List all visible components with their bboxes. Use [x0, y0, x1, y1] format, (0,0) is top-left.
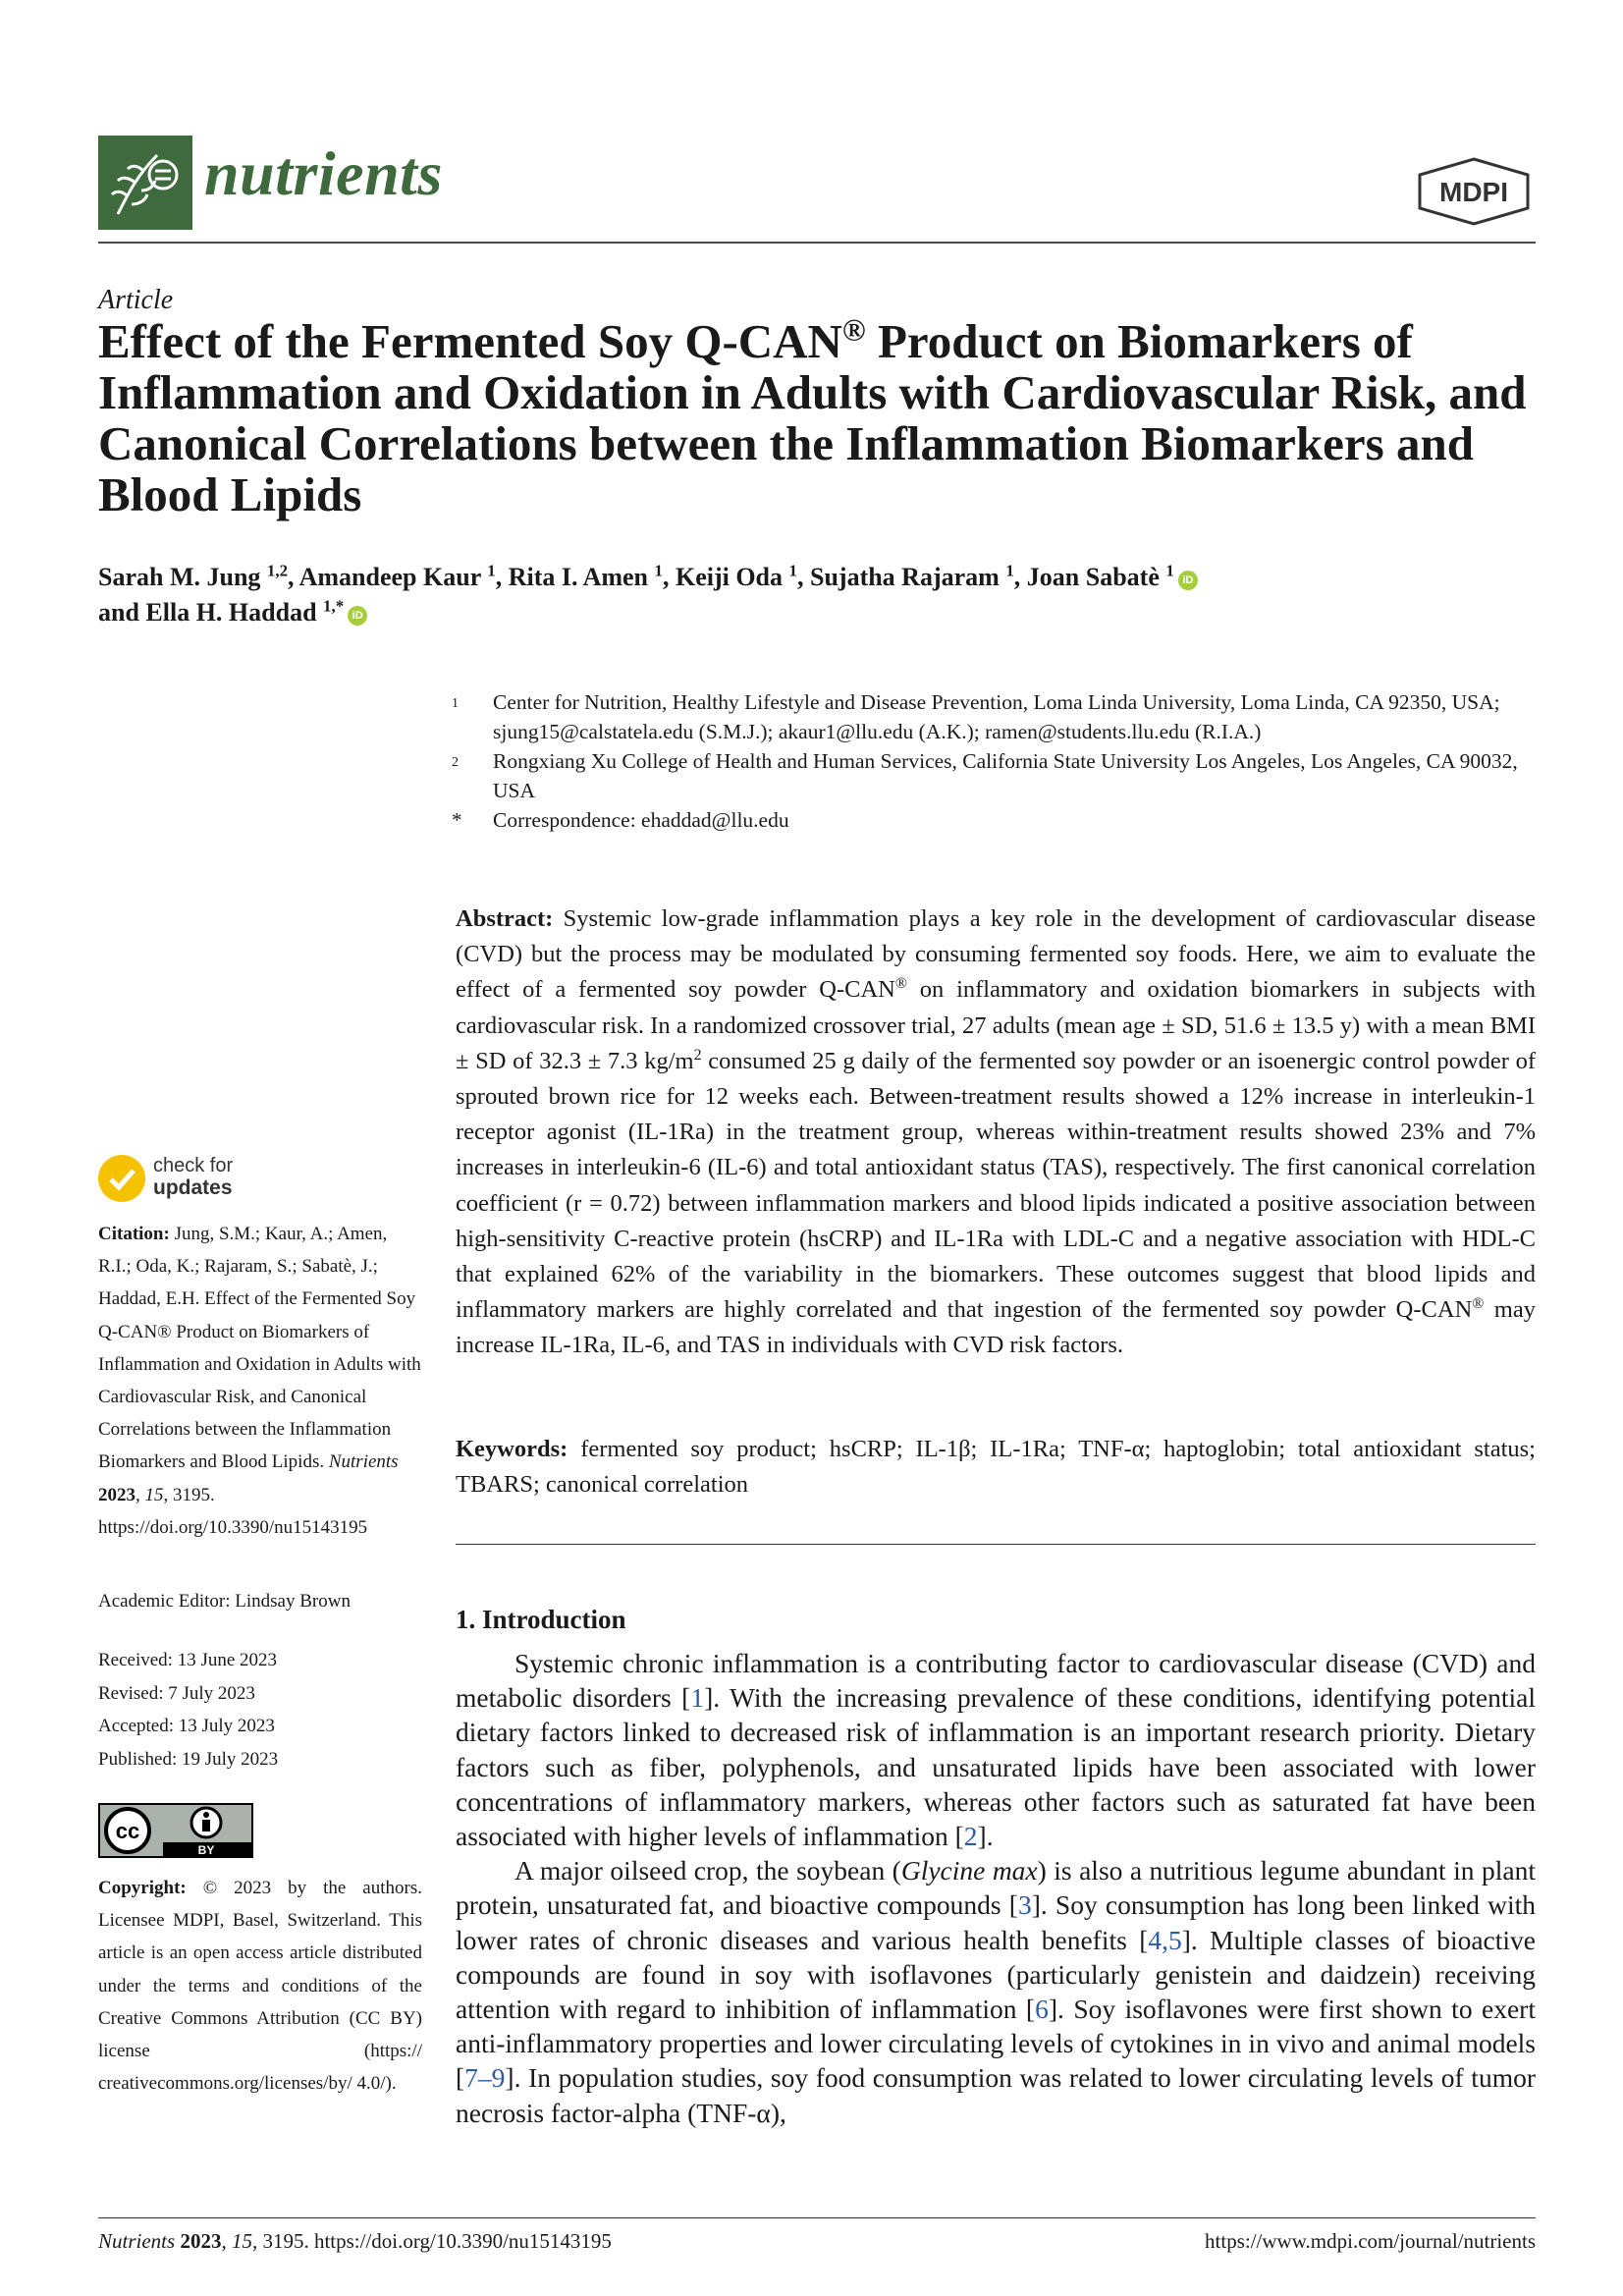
check-for-updates-line2[interactable]: updates — [153, 1176, 233, 1199]
author-affiliation-mark: 1,2 — [266, 561, 289, 580]
author-affiliation-mark: 1 — [1165, 561, 1174, 580]
date-published: Published: 19 July 2023 — [98, 1748, 279, 1770]
intro-paragraph-2: A major oilseed crop, the soybean (Glycine max) is also a nutritious legume abundant in plant protein, unsaturated fat, and bioactive compounds [3]. Soy consumption has long been linked with lower rates of chronic diseases and various health benefits [4,5]. Multiple classes of bioactive compounds are found in soy with isoflavones (particularly genistein and daidzein) receiving attention with regard to inhibition of inflammation [6]. Soy isoflavones were first shown to exert anti-inflammatory properties and lower circulating levels of cytokines in in vivo and animal models [7–9]. In population studies, soy food consumption was related to lower circulating levels of tumor necrosis factor-alpha (TNF-α), — [456, 1855, 1537, 2128]
author-separator: , — [288, 563, 299, 591]
footer-divider — [98, 2217, 1536, 2218]
cc-by-license-icon[interactable] — [98, 1803, 253, 1858]
affiliation-item — [452, 687, 1532, 746]
reference-link[interactable]: 6 — [1035, 1994, 1049, 2025]
affiliation-mark: * — [452, 808, 462, 832]
section-heading-introduction: 1. Introduction — [456, 1605, 626, 1634]
date-received: Received: 13 June 2023 — [98, 1650, 278, 1670]
reference-link[interactable]: 3 — [1017, 1889, 1032, 1921]
reference-link[interactable]: 1 — [690, 1682, 705, 1714]
affiliations — [452, 687, 1532, 835]
author-affiliation-mark: 1 — [788, 561, 797, 580]
affiliation-text: Rongxiang Xu College of Health and Human Services, California State University Los Angeles, Los Angeles, CA 90032, USA — [493, 749, 1518, 802]
abstract-divider — [456, 1544, 1536, 1545]
academic-editor: Academic Editor: Lindsay Brown — [98, 1591, 351, 1612]
journal-logo-icon — [98, 136, 192, 230]
affiliation-item — [452, 805, 1532, 835]
author-affiliation-mark: 1,* — [323, 596, 345, 616]
author-affiliation-mark: 1 — [487, 561, 496, 580]
header-divider — [98, 242, 1536, 244]
author-name: Rita I. Amen — [508, 563, 649, 591]
check-for-updates-line1[interactable]: check for — [153, 1155, 234, 1176]
author-name: Sarah M. Jung — [98, 563, 261, 591]
citation-block: Citation: Jung, S.M.; Kaur, A.; Amen, R.I.; Oda, K.; Rajaram, S.; Sabatè, J.; Haddad, E.H. Effect of the Fermented Soy Q-CAN® Product on Biomarkers of Inflammation and Oxidation in Adults with Cardiovascular Risk, and Canonical Correlations between the Inflammation Biomarkers and Blood Lipids. Nutrients 2023, 15, 3195. https://doi.org/10.3390/nu15143195 — [98, 1224, 421, 1538]
affiliation-mark: 1 — [452, 696, 459, 711]
author-affiliation-mark: 1 — [654, 561, 663, 580]
reference-link[interactable]: 7–9 — [464, 2062, 506, 2094]
intro-paragraph-1: Systemic chronic inflammation is a contributing factor to cardiovascular disease (CVD) and metabolic disorders [1]. With the increasing prevalence of these conditions, identifying potential dietary factors linked to decreased risk of inflammation is an important research priority. Dietary factors such as fiber, polyphenols, and unsaturated lipids have been associated with lower concentrations of inflammatory markers, whereas other factors such as saturated fat have been associated with higher levels of inflammation [2]. — [456, 1648, 1536, 1852]
publication-dates — [98, 1644, 278, 1776]
author-separator: , — [495, 563, 509, 591]
affiliation-item — [452, 746, 1532, 805]
date-revised: Revised: 7 July 2023 — [98, 1682, 255, 1704]
author-list — [98, 560, 1473, 630]
author-name: and Ella H. Haddad — [98, 598, 317, 627]
footer-journal-url[interactable]: https://www.mdpi.com/journal/nutrients — [1205, 2229, 1536, 2253]
author-separator: , — [1013, 563, 1027, 591]
affiliation-text: Center for Nutrition, Healthy Lifestyle and Disease Prevention, Loma Linda University, Loma Linda, CA 92350, USA; sjung15@calstatela.edu (S.M.J.); akaur1@llu.edu (A.K.); ramen@students.llu.edu (R.I.A.) — [493, 690, 1500, 743]
abstract: Abstract: Systemic low-grade inflammation plays a key role in the development of cardiovascular disease (CVD) but the process may be modulated by consuming fermented soy foods. Here, we aim to evaluate the effect of a fermented soy powder Q-CAN® on inflammatory and oxidation biomarkers in subjects with cardiovascular risk. In a randomized crossover trial, 27 adults (mean age ± SD, 51.6 ± 13.5 y) with a mean BMI ± SD of 32.3 ± 7.3 $kg/m^2$ consumed 25 g daily of the fermented soy powder or an isoenergic control powder of sprouted brown rice for 12 weeks each. Between-treatment results showed a 12% increase in interleukin-1 receptor agonist (IL-1Ra) in the treatment group, whereas within-treatment results showed 23% and 7% increases in interleukin-6 (IL-6) and total antioxidant status (TAS), respectively. The first canonical correlation coefficient (r = 0.72) between inflammation markers and blood lipids indicated a positive association between high-sensitivity C-reactive protein (hsCRP) and IL-1Ra with LDL-C and a negative association with HDL-C that explained 62% of the variability in the biomarkers. These outcomes suggest that blood lipids and inflammatory markers are highly correlated and that ingestion of the fermented soy powder Q-CAN® may increase IL-1Ra, IL-6, and TAS in individuals with CVD risk factors. — [456, 905, 1537, 1359]
introduction-body — [456, 1646, 1536, 2130]
svg-text:MDPI: MDPI — [1439, 177, 1508, 207]
author-name: Amandeep Kaur — [298, 563, 481, 591]
author-name: Keiji Oda — [675, 563, 784, 591]
check-for-updates-icon[interactable] — [98, 1155, 145, 1202]
footer-citation: Nutrients 2023, 15, 3195. https://doi.org/10.3390/nu15143195 — [98, 2229, 612, 2253]
author-separator: , — [796, 563, 810, 591]
author-affiliation-mark: 1 — [1005, 561, 1014, 580]
journal-name: nutrients — [204, 138, 443, 208]
author-name: Joan Sabatè — [1026, 563, 1160, 591]
reference-link[interactable]: 4,5 — [1148, 1924, 1182, 1955]
author-name: Sujatha Rajaram — [809, 563, 1000, 591]
orcid-icon[interactable]: iD — [1178, 571, 1198, 590]
keywords-label: Keywords: — [456, 1436, 568, 1462]
affiliation-text: Correspondence: ehaddad@llu.edu — [493, 808, 789, 832]
svg-text:cc: cc — [115, 1819, 140, 1843]
abstract-label: Abstract: — [456, 905, 554, 932]
date-accepted: Accepted: 13 July 2023 — [98, 1716, 275, 1736]
copyright-notice: Copyright: © 2023 by the authors. Licensee MDPI, Basel, Switzerland. This article is an open access article distributed under the terms and conditions of the Creative Commons Attribution (CC BY) license (https:// creativecommons.org/licenses/by/ 4.0/). — [98, 1878, 422, 2095]
orcid-icon[interactable]: iD — [348, 606, 367, 626]
article-title: Effect of the Fermented Soy Q-CAN® Product on Biomarkers of Inflammation and Oxidation in Adults with Cardiovascular Risk, and Canonical Correlations between the Inflammation Biomarkers and Blood Lipids — [98, 312, 1527, 521]
reference-link[interactable]: 2 — [963, 1821, 978, 1852]
keywords: Keywords: fermented soy product; hsCRP; IL-1β; IL-1Ra; TNF-α; haptoglobin; total antioxidant status; TBARS; canonical correlation — [456, 1436, 1536, 1498]
affiliation-mark: 2 — [452, 755, 459, 770]
article-type: Article — [98, 285, 174, 315]
mdpi-logo-icon — [1416, 157, 1532, 226]
author-separator: , — [662, 563, 676, 591]
svg-text:BY: BY — [197, 1843, 215, 1857]
